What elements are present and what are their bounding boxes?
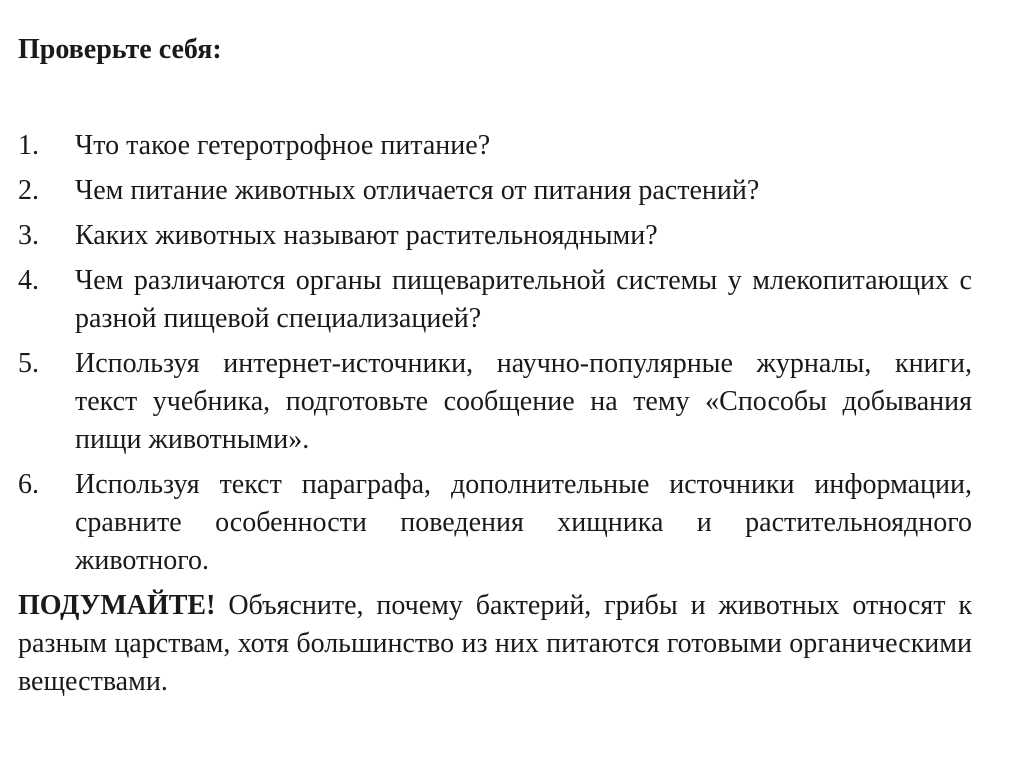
list-item [18, 345, 972, 459]
list-item [18, 466, 972, 580]
question-number: 3. [18, 220, 39, 251]
list-item [18, 127, 972, 165]
question-text: Чем различаются органы пищеварительной системы у млекопитающих с разной пищевой специализацией? [75, 265, 972, 334]
question-text: Используя интернет-источники, научно-популярные журналы, книги, текст учебника, подготовьте сообщение на тему «Способы добывания пищи животными». [75, 348, 972, 455]
list-item [18, 217, 972, 255]
question-number: 6. [18, 469, 39, 500]
think-label: ПОДУМАЙТЕ! [18, 590, 216, 621]
question-number: 2. [18, 175, 39, 206]
question-text: Чем питание животных отличается от питания растений? [75, 175, 760, 206]
question-text: Каких животных называют растительноядными? [75, 220, 658, 251]
question-text: Что такое гетеротрофное питание? [75, 130, 491, 161]
think-text: Объясните, почему бактерий, грибы и животных относят к разным царствам, хотя большинство из них питаются готовыми органическими веществами. [18, 590, 972, 697]
list-item [18, 262, 972, 338]
question-number: 1. [18, 130, 39, 161]
question-number: 5. [18, 348, 39, 379]
list-item [18, 172, 972, 210]
question-text: Используя текст параграфа, дополнительные источники информации, сравните особенности поведения хищника и растительноядного животного. [75, 469, 972, 576]
question-number: 4. [18, 265, 39, 296]
section-heading: Проверьте себя: [18, 34, 222, 65]
question-list [18, 127, 972, 580]
think-paragraph [18, 587, 972, 701]
